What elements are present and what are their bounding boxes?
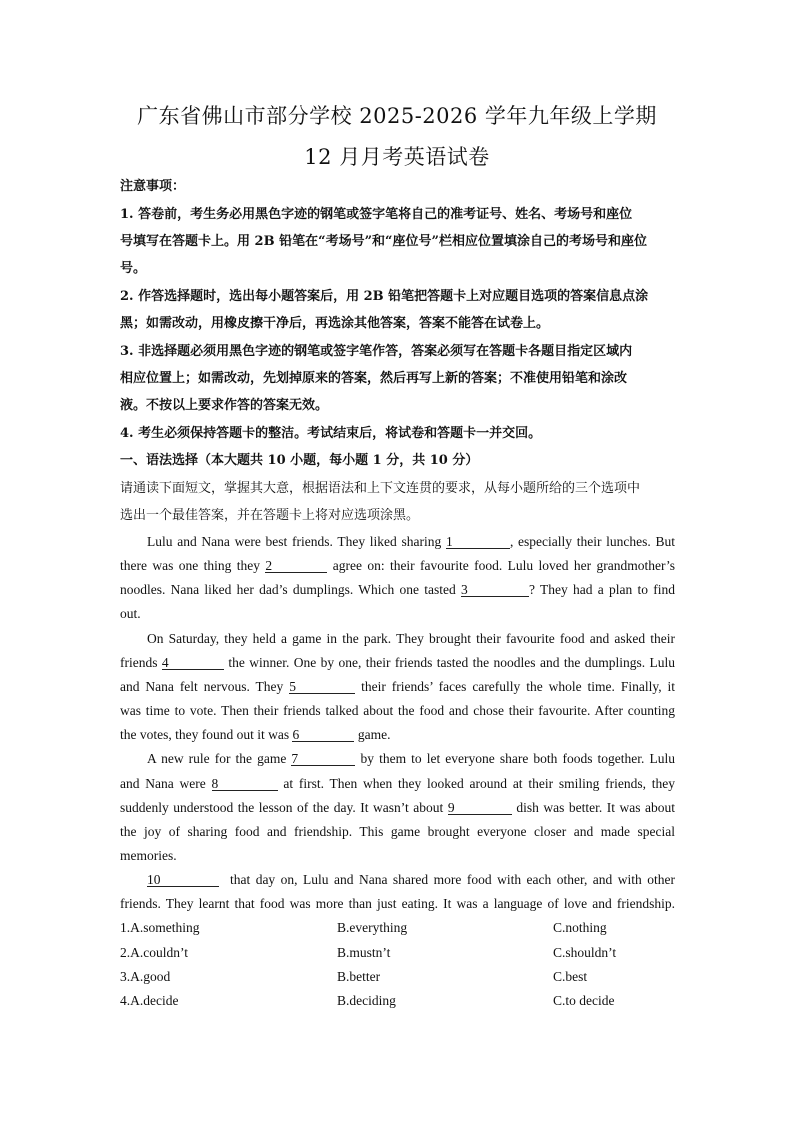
notes-line: 3. 非选择题必须用黑色字迹的钢笔或签字笔作答，答案必须写在答题卡各题目指定区域内 — [120, 344, 633, 359]
option-3c: C.best — [553, 969, 588, 984]
section-instruction: 请通读下面短文，掌握其大意，根据语法和上下文连贯的要求，从每小题所给的三个选项中 — [120, 481, 641, 496]
notes-line: 号填写在答题卡上。用 2B 铅笔在“考场号”和“座位号”栏相应位置填涂自己的考场号和座位 — [120, 234, 647, 249]
passage-line: friends. They learnt that food was more than just eating. It was a language of love and friendship. — [120, 896, 675, 911]
notes-line: 液。不按以上要求作答的答案无效。 — [120, 398, 329, 413]
passage-line: and Nana felt nervous. They 5 their friends’ faces carefully the whole time. Finally, it — [120, 679, 675, 694]
passage-line: On Saturday, they held a game in the park. They brought their favourite food and asked their — [147, 631, 675, 646]
passage-line: the joy of sharing food and friendship. This game brought everyone closer and made special — [120, 824, 675, 839]
option-4a: 4.A.decide — [120, 993, 179, 1008]
option-2a: 2.A.couldn’t — [120, 945, 188, 960]
passage-line: was time to vote. Then their friends talked about the food and chose their favourite. After counting — [120, 703, 675, 718]
passage-line: there was one thing they 2 agree on: their favourite food. Lulu loved her grandmother’s — [120, 558, 675, 573]
option-3b: B.better — [337, 969, 381, 984]
notes-line: 1. 答卷前，考生务必用黑色字迹的钢笔或签字笔将自己的准考证号、姓名、考场号和座位 — [120, 207, 633, 222]
answer-blank-4: 4 — [162, 656, 224, 670]
notes-line: 相应位置上；如需改动，先划掉原来的答案，然后再写上新的答案；不准使用铅笔和涂改 — [120, 371, 628, 386]
passage-line: A new rule for the game 7 by them to let everyone share both foods together. Lulu — [147, 751, 675, 766]
section-instruction: 选出一个最佳答案，并在答题卡上将对应选项涂黑。 — [120, 508, 420, 523]
passage-line: 10 that day on, Lulu and Nana shared more food with each other, and with other — [147, 872, 675, 887]
notes-line: 2. 作答选择题时，选出每小题答案后，用 2B 铅笔把答题卡上对应题目选项的答案信息点涂 — [120, 289, 649, 304]
answer-blank-2: 2 — [265, 559, 327, 573]
passage-line: the votes, they found out it was 6 game. — [120, 727, 391, 742]
answer-blank-5: 5 — [289, 680, 355, 694]
notes-line: 4. 考生必须保持答题卡的整洁。考试结束后，将试卷和答题卡一并交回。 — [120, 426, 542, 441]
notes-heading: 注意事项： — [120, 179, 186, 194]
answer-blank-1: 1 — [446, 535, 510, 549]
passage-line: noodles. Nana liked her dad’s dumplings. Which one tasted 3 ? They had a plan to find — [120, 582, 675, 597]
section-heading: 一、语法选择（本大题共 10 小题，每小题 1 分，共 10 分） — [120, 453, 479, 468]
passage-line: suddenly understood the lesson of the day. It wasn’t about 9 dish was better. It was about — [120, 800, 675, 815]
passage-line: friends 4 the winner. One by one, their friends tasted the noodles and the dumplings. Lulu — [120, 655, 676, 670]
option-1b: B.everything — [337, 920, 408, 935]
option-4c: C.to decide — [553, 993, 615, 1008]
answer-blank-9: 9 — [448, 801, 512, 815]
passage-line: and Nana were 8 at first. Then when they looked around at their smiling friends, they — [120, 776, 676, 791]
option-3a: 3.A.good — [120, 969, 171, 984]
answer-blank-3: 3 — [461, 583, 529, 597]
notes-line: 黑；如需改动，用橡皮擦干净后，再选涂其他答案，答案不能答在试卷上。 — [120, 316, 550, 331]
passage-line: Lulu and Nana were best friends. They liked sharing 1 , especially their lunches. But — [147, 534, 676, 549]
exam-title-line1: 广东省佛山市部分学校 2025-2026 学年九年级上学期 — [137, 104, 657, 128]
option-2b: B.mustn’t — [337, 945, 391, 960]
option-1c: C.nothing — [553, 920, 607, 935]
passage-line: memories. — [120, 848, 177, 863]
answer-blank-7: 7 — [291, 752, 355, 766]
answer-blank-10: 10 — [147, 873, 219, 887]
exam-title-line2: 12 月月考英语试卷 — [304, 145, 490, 169]
option-4b: B.deciding — [337, 993, 396, 1008]
answer-blank-6: 6 — [292, 728, 354, 742]
option-1a: 1.A.something — [120, 920, 200, 935]
option-2c: C.shouldn’t — [553, 945, 617, 960]
notes-line: 号。 — [120, 261, 147, 276]
answer-blank-8: 8 — [212, 777, 278, 791]
passage-line: out. — [120, 606, 141, 621]
